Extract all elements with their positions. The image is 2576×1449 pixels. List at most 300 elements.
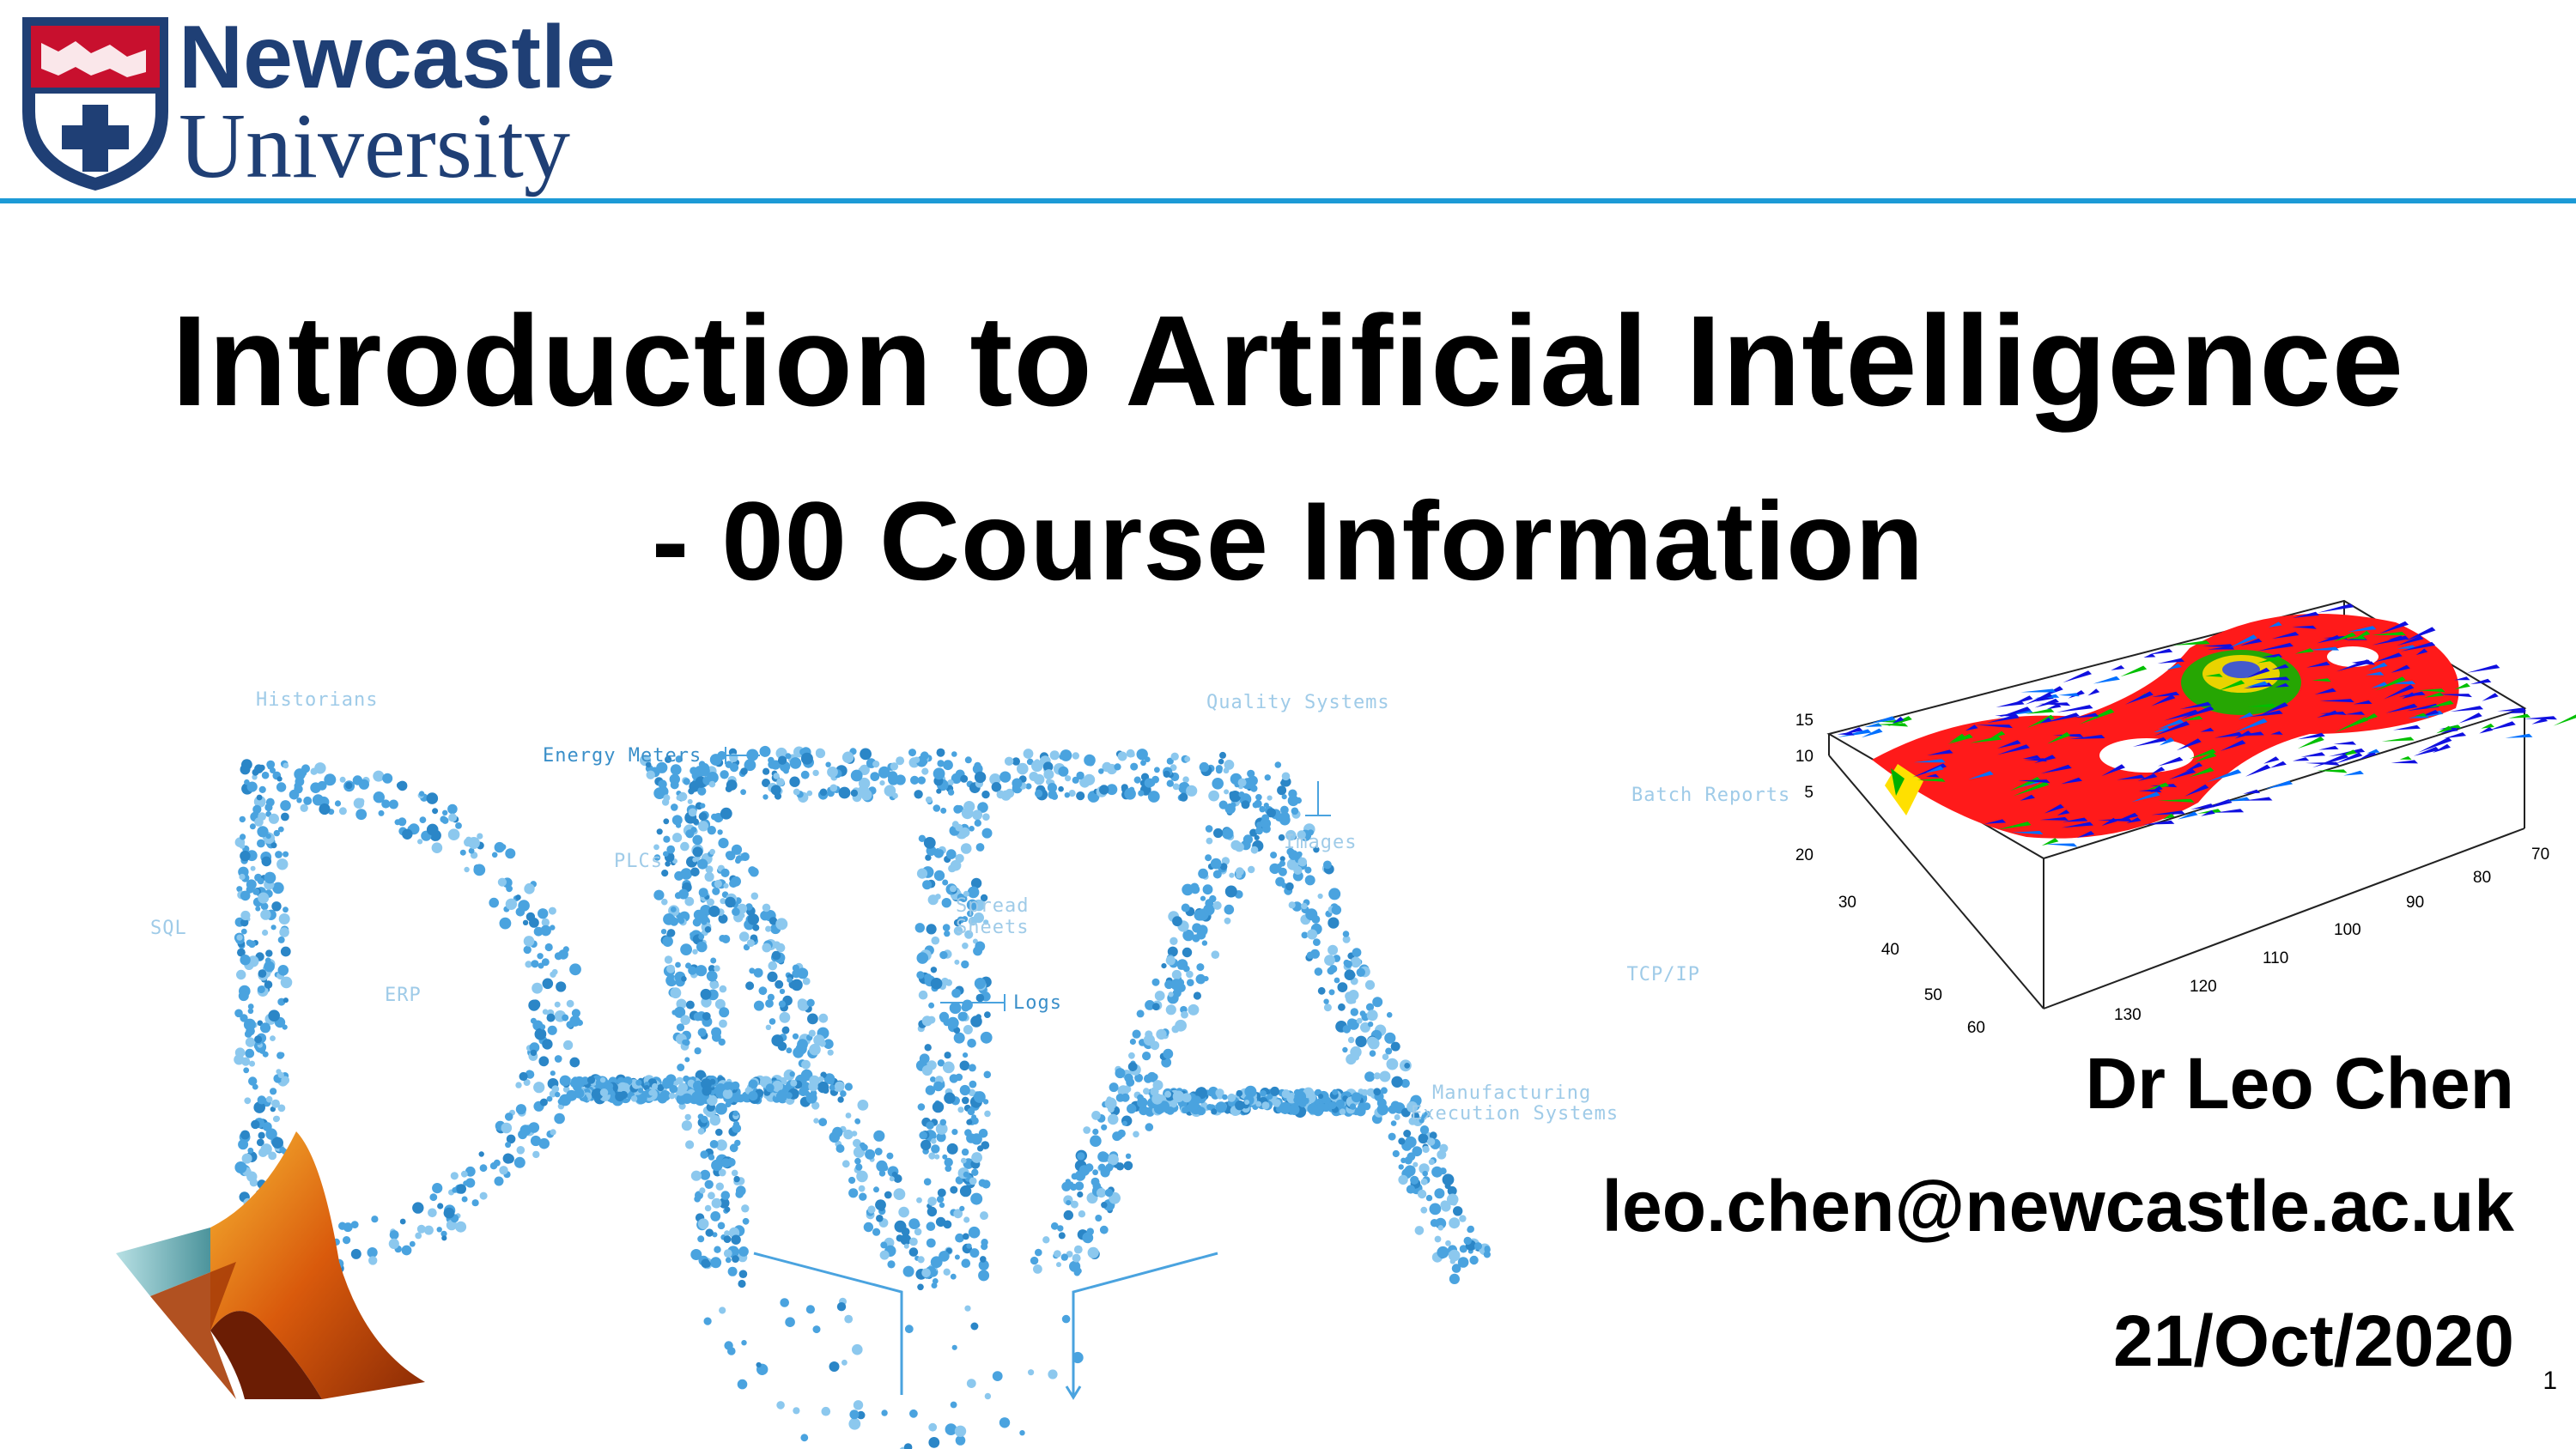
data-dot — [531, 1018, 537, 1024]
data-dot — [1315, 967, 1323, 976]
data-dot — [275, 851, 283, 858]
data-dot — [672, 815, 683, 825]
data-dot — [924, 1178, 932, 1185]
data-dot — [682, 1094, 692, 1104]
data-dot — [464, 867, 469, 872]
data-dot — [354, 798, 364, 809]
data-dot — [671, 906, 677, 912]
data-dot — [957, 1106, 963, 1113]
data-dot — [928, 1003, 934, 1009]
data-dot — [1230, 840, 1241, 851]
data-dot — [698, 1128, 705, 1135]
data-dot — [926, 797, 933, 803]
data-dot — [324, 773, 336, 785]
data-dot — [789, 777, 799, 787]
data-dot — [1357, 1018, 1363, 1024]
data-dot — [538, 908, 548, 919]
data-dot — [281, 1076, 289, 1085]
data-dot — [875, 1148, 883, 1155]
data-dot — [1261, 814, 1269, 822]
data-dot — [262, 857, 272, 867]
data-dot — [880, 1251, 890, 1260]
data-dot — [739, 1270, 748, 1278]
data-dot — [921, 1269, 931, 1278]
data-dot — [717, 829, 722, 834]
data-dot — [440, 815, 447, 822]
data-dot — [1114, 763, 1121, 770]
data-dot — [663, 818, 669, 824]
data-dot — [271, 1100, 280, 1108]
data-dot — [766, 1025, 771, 1030]
data-dot — [793, 789, 800, 796]
data-dot — [1307, 930, 1317, 940]
data-dot — [914, 757, 920, 763]
data-dot — [555, 1055, 562, 1063]
data-dot — [1279, 812, 1290, 822]
data-dot — [705, 1180, 714, 1189]
data-dot — [1264, 803, 1269, 808]
vector-arrow — [2508, 714, 2530, 718]
data-dot — [980, 1211, 988, 1220]
data-dot — [1379, 1071, 1390, 1082]
slide-title: Introduction to Artificial Intelligence — [171, 288, 2405, 433]
z-tick-15: 15 — [1795, 712, 1814, 730]
data-dot — [262, 930, 268, 936]
data-dot — [969, 1081, 977, 1088]
data-dot — [711, 1160, 723, 1172]
data-dot — [962, 1149, 969, 1155]
data-dot — [1293, 866, 1302, 875]
data-dot — [1035, 790, 1042, 797]
data-dot — [858, 1100, 869, 1111]
data-dot — [926, 1121, 933, 1129]
data-dot — [801, 1060, 811, 1070]
data-dot — [980, 1256, 987, 1263]
data-dot — [955, 1426, 966, 1437]
data-dot — [680, 868, 692, 880]
data-dot — [1406, 1185, 1415, 1193]
data-dot — [818, 1014, 828, 1023]
data-dot — [1172, 916, 1182, 926]
data-dot — [1282, 794, 1287, 799]
data-dot — [973, 946, 982, 955]
data-dot — [1427, 1137, 1435, 1145]
data-dot — [260, 1022, 270, 1033]
data-dot — [864, 1222, 873, 1232]
data-dot — [933, 767, 945, 779]
data-dot — [258, 878, 264, 885]
data-dot — [239, 991, 249, 1001]
data-dot — [295, 777, 305, 786]
data-dot — [886, 1153, 893, 1160]
data-dot — [1388, 1133, 1396, 1141]
data-dot — [271, 925, 276, 930]
data-dot — [1441, 1202, 1450, 1211]
data-dot — [673, 1081, 678, 1086]
data-dot — [1474, 1242, 1482, 1250]
data-dot — [716, 1183, 724, 1191]
vector-arrow — [2020, 689, 2057, 693]
data-dot — [780, 1298, 789, 1307]
data-dot — [1449, 1217, 1460, 1228]
data-dot — [524, 936, 535, 947]
data-dot — [1350, 1103, 1356, 1109]
data-dot — [698, 1028, 707, 1037]
data-dot — [1429, 1159, 1435, 1165]
data-dot — [1422, 1146, 1429, 1153]
vector-arrow — [2382, 737, 2415, 742]
y-tick-30: 30 — [1838, 894, 1856, 912]
data-dot — [835, 1082, 845, 1092]
data-dot — [1450, 1258, 1455, 1264]
data-dot — [829, 785, 837, 792]
data-dot — [540, 1099, 548, 1106]
data-dot — [379, 810, 385, 816]
data-dot — [675, 962, 681, 968]
data-dot — [548, 1026, 557, 1035]
data-dot — [689, 809, 697, 817]
data-dot — [848, 1177, 855, 1184]
data-dot — [569, 963, 581, 975]
data-dot — [663, 836, 670, 843]
data-dot — [927, 924, 937, 934]
data-dot — [1134, 777, 1141, 784]
data-dot — [672, 833, 682, 842]
data-dot — [1091, 1178, 1100, 1186]
data-dot — [917, 952, 929, 964]
data-dot — [837, 1302, 846, 1311]
data-dot — [942, 880, 948, 886]
data-dot — [731, 876, 741, 887]
data-dot — [1124, 1161, 1133, 1171]
data-dot — [967, 1379, 976, 1388]
data-dot — [940, 1119, 947, 1126]
data-dot — [743, 1218, 750, 1225]
data-dot — [1079, 1165, 1091, 1176]
data-dot — [647, 771, 655, 779]
data-dot — [1439, 1144, 1448, 1153]
data-dot — [928, 1153, 935, 1160]
data-dot — [894, 1174, 902, 1183]
data-dot — [1334, 978, 1340, 984]
data-dot — [985, 1393, 991, 1399]
data-dot — [373, 771, 384, 782]
data-label-sql: SQL — [150, 918, 187, 939]
data-dot — [733, 1176, 739, 1182]
data-dot — [1163, 771, 1170, 778]
data-dot — [550, 1070, 556, 1076]
data-dot — [1058, 767, 1068, 777]
data-dot — [690, 868, 700, 877]
data-dot — [773, 941, 781, 949]
data-dot — [419, 791, 424, 796]
data-dot — [1182, 776, 1189, 783]
data-dot — [556, 981, 566, 991]
data-dot — [904, 1443, 913, 1449]
data-dot — [732, 1124, 741, 1133]
data-dot — [944, 1221, 952, 1229]
data-dot — [1169, 991, 1174, 997]
data-dot — [708, 1154, 714, 1160]
data-dot — [714, 880, 722, 888]
vector-arrow — [2197, 799, 2232, 811]
data-dot — [271, 842, 277, 848]
data-dot — [1291, 1107, 1297, 1113]
data-dot — [710, 1211, 720, 1222]
data-dot — [1412, 1146, 1422, 1156]
data-dot — [773, 773, 779, 779]
vector-arrow — [1995, 713, 2019, 717]
data-dot — [1213, 870, 1222, 879]
data-dot — [1323, 999, 1328, 1004]
data-dot — [1236, 1090, 1243, 1097]
data-dot — [259, 786, 266, 793]
data-dot — [961, 961, 969, 968]
data-dot — [301, 804, 308, 812]
data-dot — [359, 779, 369, 790]
data-dot — [1418, 1190, 1426, 1198]
data-dot — [950, 1002, 962, 1014]
data-dot — [427, 792, 439, 804]
data-dot — [712, 1198, 722, 1209]
data-dot — [707, 899, 714, 906]
data-dot — [769, 1018, 776, 1025]
data-dot — [587, 1076, 595, 1084]
data-dot — [506, 899, 517, 910]
data-dot — [531, 960, 538, 967]
data-dot — [1130, 752, 1135, 757]
data-dot — [1305, 875, 1315, 885]
data-dot — [1351, 957, 1362, 968]
data-dot — [1118, 752, 1127, 761]
data-dot — [671, 803, 678, 811]
data-dot — [768, 994, 775, 1001]
data-dot — [724, 1249, 732, 1258]
data-dot — [924, 837, 936, 849]
logo-text-newcastle: Newcastle — [179, 8, 616, 107]
data-dot — [698, 1113, 704, 1119]
data-dot — [966, 1244, 971, 1249]
data-label-batch-reports: Batch Reports — [1631, 785, 1791, 806]
data-dot — [1133, 1030, 1141, 1039]
data-dot — [258, 985, 265, 993]
data-dot — [1116, 1162, 1124, 1170]
data-dot — [236, 970, 246, 979]
data-dot — [240, 834, 246, 840]
data-dot — [1279, 1102, 1291, 1114]
data-dot — [725, 1207, 730, 1212]
data-dot — [943, 1062, 955, 1074]
data-dot — [1090, 1135, 1102, 1147]
data-dot — [884, 1191, 892, 1199]
data-dot — [691, 1171, 702, 1181]
data-dot — [283, 852, 289, 858]
data-dot — [278, 937, 285, 943]
data-dot — [880, 1241, 887, 1248]
data-dot — [775, 980, 783, 989]
data-dot — [1267, 1094, 1273, 1100]
data-dot — [723, 883, 728, 888]
data-dot — [928, 1423, 937, 1432]
data-dot — [1360, 1010, 1366, 1016]
data-dot — [969, 1227, 981, 1239]
data-dot — [653, 890, 664, 900]
data-dot — [741, 1204, 749, 1212]
data-dot — [1260, 1090, 1267, 1097]
data-dot — [680, 1016, 690, 1026]
data-dot — [984, 1071, 992, 1079]
data-dot — [1255, 1101, 1261, 1107]
vector-arrow — [2482, 693, 2499, 701]
data-dot — [783, 768, 789, 774]
data-dot — [1327, 945, 1338, 955]
data-dot — [1092, 1169, 1098, 1175]
data-dot — [710, 754, 722, 766]
logo-text-university: University — [179, 95, 570, 197]
data-dot — [1324, 955, 1335, 966]
data-dot — [1208, 791, 1219, 802]
data-dot — [417, 839, 422, 844]
data-dot — [1213, 901, 1222, 910]
data-dot — [1327, 918, 1339, 929]
data-dot — [563, 1040, 573, 1050]
data-dot — [1051, 1222, 1059, 1230]
data-dot — [1398, 1175, 1407, 1185]
data-dot — [726, 785, 732, 792]
data-dot — [535, 1028, 547, 1040]
data-dot — [1404, 1063, 1410, 1069]
data-dot — [1218, 759, 1224, 765]
data-dot — [1112, 1131, 1121, 1141]
data-dot — [1352, 948, 1362, 957]
data-dot — [818, 1118, 827, 1126]
vector-arrow — [2143, 653, 2155, 658]
data-dot — [1328, 888, 1340, 900]
data-dot — [1115, 1068, 1126, 1078]
data-dot — [1329, 989, 1335, 995]
data-dot — [1051, 793, 1058, 800]
data-dot — [1224, 905, 1235, 915]
data-dot — [550, 1129, 556, 1135]
data-dot — [1005, 757, 1013, 766]
author-email[interactable]: leo.chen@newcastle.ac.uk — [1601, 1166, 2514, 1246]
data-dot — [1387, 1058, 1399, 1070]
data-dot — [251, 866, 256, 871]
data-dot — [704, 1318, 712, 1325]
data-dot — [1265, 774, 1271, 780]
data-dot — [959, 1206, 964, 1211]
data-dot — [574, 1076, 585, 1088]
data-dot — [1198, 869, 1208, 879]
data-dot — [719, 1007, 729, 1017]
data-dot — [732, 1082, 740, 1090]
data-dot — [961, 843, 972, 854]
data-dot — [1173, 784, 1180, 791]
data-dot — [1364, 1071, 1375, 1082]
data-dot — [939, 1012, 949, 1022]
data-dot — [1101, 1167, 1110, 1177]
data-dot — [1030, 1257, 1038, 1264]
data-dot — [710, 958, 716, 964]
data-dot — [258, 812, 266, 821]
data-dot — [876, 1161, 887, 1172]
data-label-quality-systems: Quality Systems — [1206, 692, 1390, 713]
data-dot — [1031, 761, 1043, 773]
data-dot — [943, 760, 953, 770]
data-dot — [1282, 1090, 1291, 1099]
data-dot — [807, 1014, 818, 1025]
data-dot — [1338, 1003, 1346, 1011]
data-dot — [339, 807, 347, 815]
data-dot — [1148, 791, 1160, 803]
data-dot — [779, 1001, 786, 1008]
data-dot — [538, 1056, 549, 1066]
data-dot — [969, 1178, 977, 1185]
data-dot — [1420, 1125, 1429, 1134]
data-dot — [979, 1179, 987, 1187]
x-tick-120: 120 — [2190, 978, 2217, 996]
data-dot — [538, 1138, 550, 1149]
data-dot — [1166, 955, 1176, 965]
x-tick-100: 100 — [2334, 921, 2361, 939]
data-dot — [694, 1012, 702, 1021]
vector-arrow — [2111, 665, 2124, 670]
data-dot — [822, 1407, 831, 1416]
data-dot — [479, 1151, 484, 1156]
data-dot — [1216, 767, 1223, 774]
data-dot — [1034, 774, 1045, 785]
data-dot — [1384, 1033, 1395, 1044]
data-dot — [1075, 1268, 1082, 1275]
data-dot — [1130, 763, 1138, 771]
data-dot — [981, 1032, 993, 1044]
data-dot — [691, 827, 697, 833]
data-dot — [1200, 896, 1206, 901]
data-dot — [752, 925, 759, 931]
data-dot — [680, 943, 692, 955]
data-dot — [1086, 1228, 1094, 1235]
data-dot — [540, 925, 551, 937]
data-dot — [1219, 752, 1226, 759]
data-dot — [711, 1028, 721, 1038]
data-dot — [732, 1095, 740, 1103]
data-dot — [1122, 1121, 1127, 1126]
data-dot — [519, 1072, 528, 1081]
data-dot — [600, 1077, 605, 1082]
data-dot — [1244, 1100, 1249, 1105]
data-dot — [756, 1362, 762, 1367]
data-dot — [982, 828, 993, 839]
data-dot — [543, 979, 554, 990]
data-dot — [1137, 749, 1148, 760]
data-dot — [1225, 886, 1237, 898]
data-dot — [340, 777, 346, 783]
data-dot — [748, 866, 756, 875]
vector-arrow — [2245, 765, 2270, 777]
data-dot — [733, 1111, 739, 1117]
data-dot — [699, 1187, 705, 1193]
data-dot — [540, 1024, 545, 1029]
data-dot — [1275, 761, 1282, 768]
data-dot — [693, 819, 699, 825]
data-dot — [860, 749, 872, 761]
data-dot — [816, 749, 824, 757]
data-dot — [1285, 882, 1294, 891]
data-dot — [909, 1410, 918, 1418]
vector-arrow — [2264, 780, 2293, 789]
data-dot — [951, 751, 957, 757]
data-dot — [854, 1400, 863, 1410]
